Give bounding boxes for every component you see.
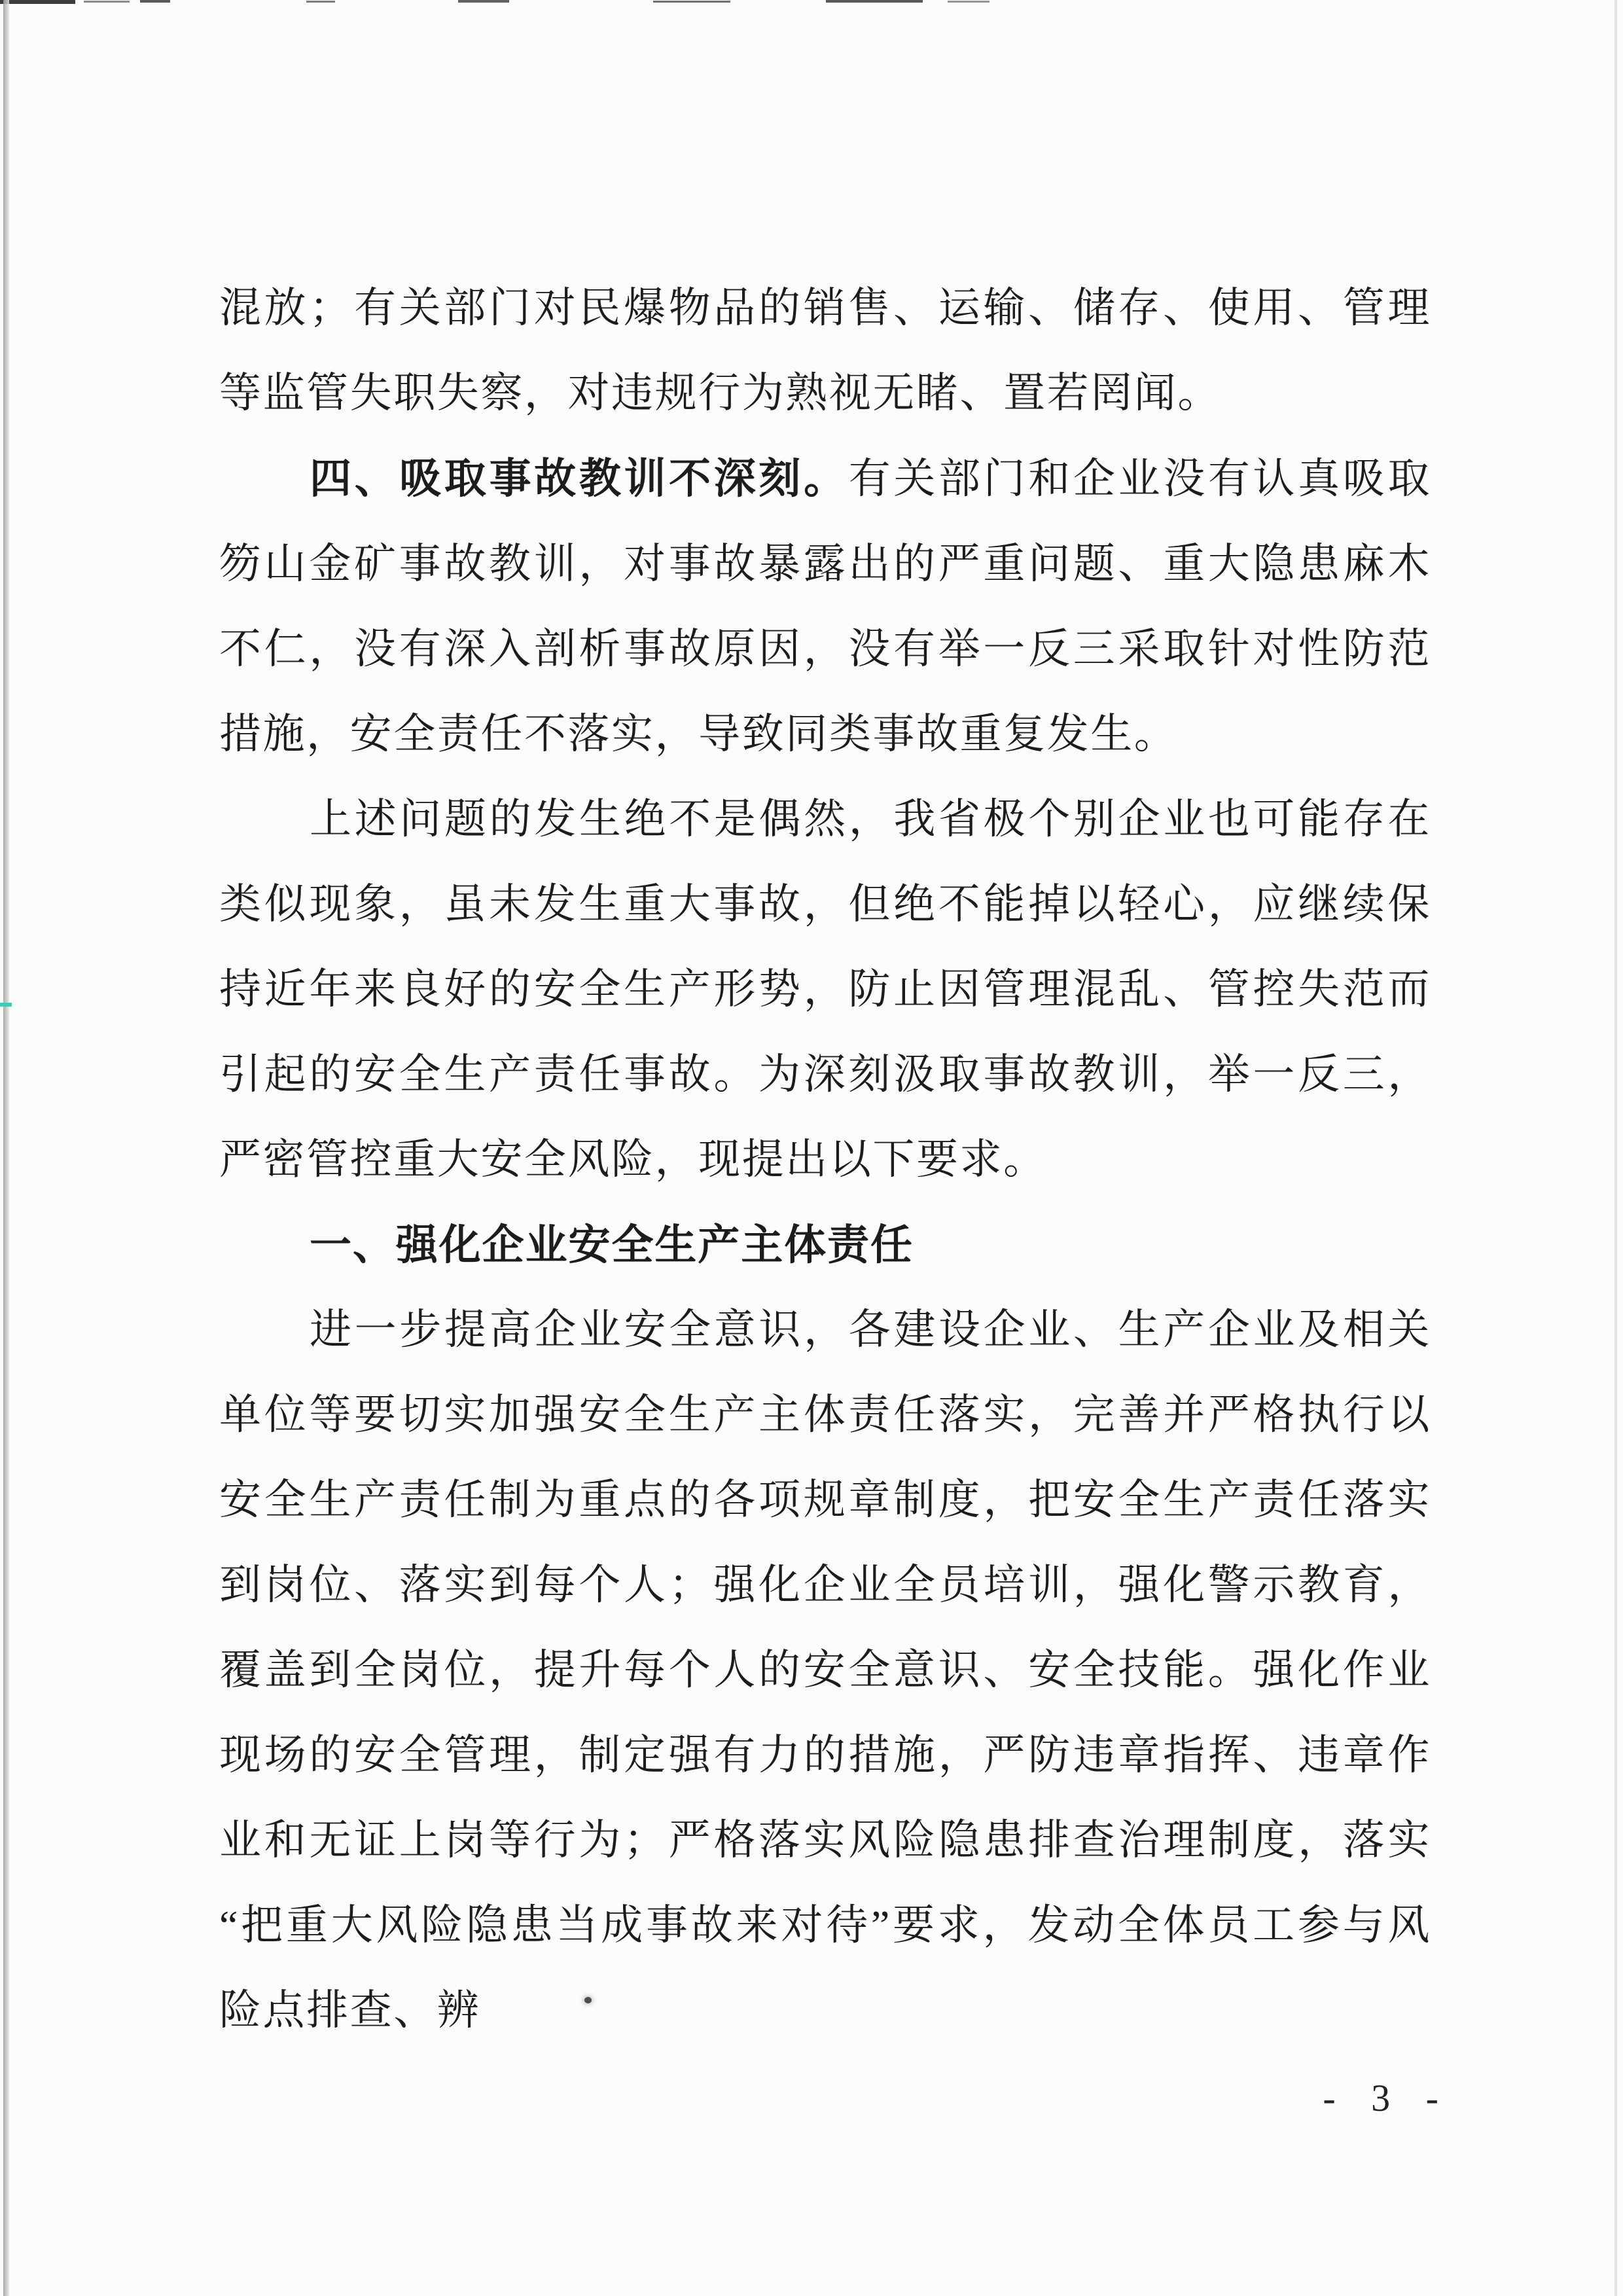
scan-artifact-top-segment (0, 0, 75, 4)
scan-artifact-top-segment (84, 1, 130, 3)
paragraph-continued-from-previous-page: 混放；有关部门对民爆物品的销售、运输、储存、使用、管理等监管失职失察，对违规行为熟视无睹、置若罔闻。 (219, 285, 1431, 416)
scan-artifact-top-segment (140, 0, 170, 3)
scan-artifact-top-edge (0, 0, 1047, 5)
scan-artifact-top-segment (948, 1, 990, 3)
scan-artifact-top-segment (458, 0, 509, 3)
scan-artifact-left-tick (0, 1003, 12, 1007)
scan-artifact-left-edge (3, 0, 9, 2296)
document-body (219, 266, 1431, 2053)
scan-artifact-top-segment (826, 0, 923, 3)
scan-artifact-top-segment (653, 1, 730, 3)
page-footer (1323, 2076, 1452, 2120)
scan-artifact-right-edge (1614, 0, 1617, 2296)
page-number: - 3 - (1323, 2077, 1452, 2119)
section-four-lead: 四、吸取事故教训不深刻。 (310, 455, 849, 502)
paragraph-section-four (219, 436, 1431, 777)
section-one-heading: 一、强化企业安全生产主体责任 (310, 1221, 914, 1268)
paragraph-transition: 上述问题的发生绝不是偶然，我省极个别企业也可能存在类似现象，虽未发生重大事故，但绝不能掉以轻心，应继续保持近年来良好的安全生产形势，防止因管理混乱、管控失范而引起的安全生产责任事故。为深刻汲取事故教训，举一反三，严密管控重大安全风险，现提出以下要求。 (219, 796, 1431, 1183)
scan-artifact-top-segment (306, 1, 335, 3)
paragraph-measures: 进一步提高企业安全意识，各建设企业、生产企业及相关单位等要切实加强安全生产主体责任落实，完善并严格执行以安全生产责任制为重点的各项规章制度，把安全生产责任落实到岗位、落实到每个人；强化企业全员培训，强化警示教育，覆盖到全岗位，提升每个人的安全意识、安全技能。强化作业现场的安全管理，制定强有力的措施，严防违章指挥、违章作业和无证上岗等行为；严格落实风险隐患排查治理制度，落实“把重大风险隐患当成事故来对待”要求，发动全体员工参与风险点排查、辨 (219, 1306, 1431, 2034)
section-four-text: 有关部门和企业没有认真吸取笏山金矿事故教训，对事故暴露出的严重问题、重大隐患麻木不仁，没有深入剖析事故原因，没有举一反三采取针对性防范措施，安全责任不落实，导致同类事故重复发生。 (219, 456, 1431, 757)
